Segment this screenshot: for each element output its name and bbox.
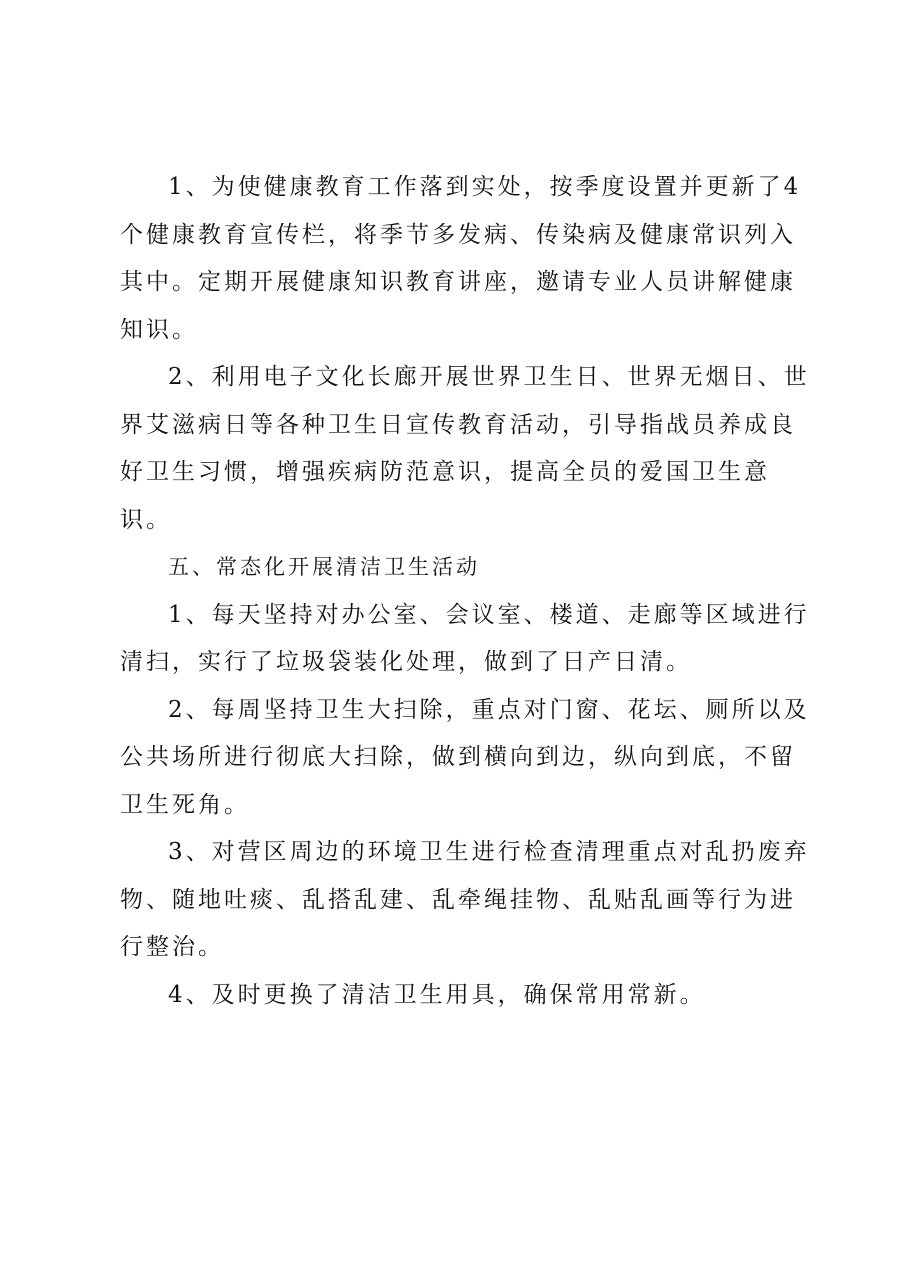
paragraph-surrounding-environment: 3、对营区周边的环境卫生进行检查清理重点对乱扔废弃物、随地吐痰、乱搭乱建、乱牵绳挂物、乱贴乱画等行为进行整治。 — [120, 839, 810, 960]
paragraph-replace-supplies: 4、及时更换了清洁卫生用具，确保常用常新。 — [168, 981, 706, 1008]
section-heading-cleaning-activities: 五、常态化开展清洁卫生活动 — [168, 555, 480, 579]
paragraph-health-day-campaigns: 2、利用电子文化长廊开展世界卫生日、世界无烟日、世界艾滋病日等各种卫生日宣传教育活动，引导指战员养成良好卫生习惯，增强疾病防范意识，提高全员的爱国卫生意识。 — [120, 364, 810, 533]
paragraph-health-education-boards: 1、为使健康教育工作落到实处，按季度设置并更新了4个健康教育宣传栏，将季节多发病、传染病及健康常识列入其中。定期开展健康知识教育讲座，邀请专业人员讲解健康知识。 — [120, 174, 802, 343]
document-body — [120, 164, 810, 1019]
paragraph-daily-cleaning: 1、每天坚持对办公室、会议室、楼道、走廊等区域进行清扫，实行了垃圾袋装化处理，做到了日产日清。 — [120, 601, 810, 675]
paragraph-weekly-cleaning: 2、每周坚持卫生大扫除，重点对门窗、花坛、厕所以及公共场所进行彻底大扫除，做到横向到边，纵向到底，不留卫生死角。 — [120, 696, 810, 818]
